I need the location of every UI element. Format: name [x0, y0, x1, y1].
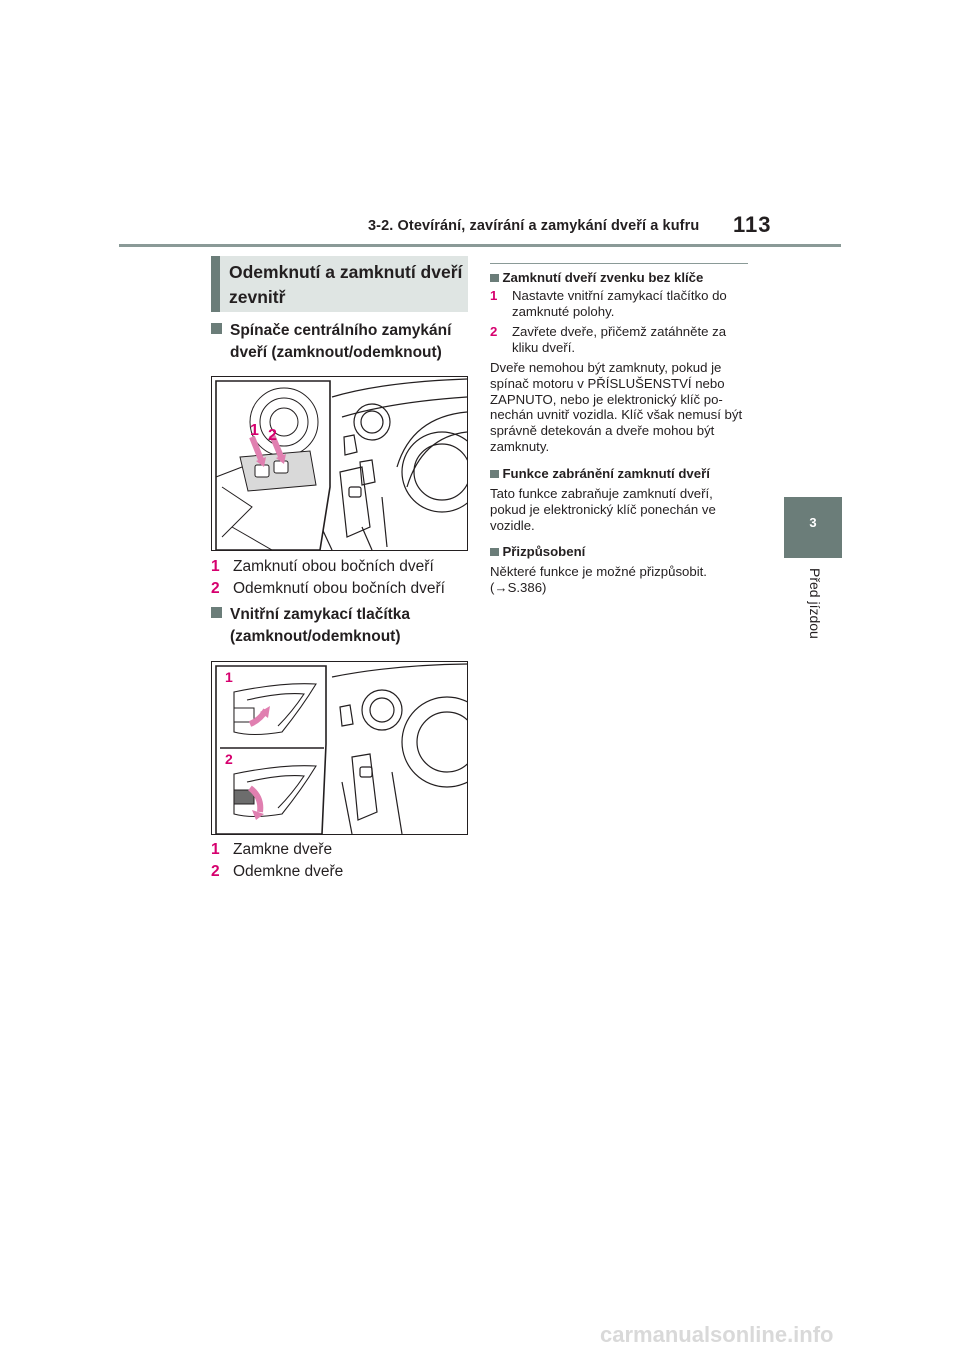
item-number: 2 [211, 580, 220, 597]
central-lock-heading-line1: Spínače centrálního zamykání [230, 322, 452, 339]
custom-heading [490, 543, 585, 560]
figure-callout-1: 1 [250, 422, 259, 439]
step-text: Zavřete dveře, přičemž zatáhněte za kliku dveří. [512, 324, 727, 355]
list-item [211, 579, 445, 599]
item-text: Odemknutí obou bočních dveří [233, 580, 445, 597]
header-divider [119, 244, 841, 247]
prevention-text: Tato funkce zabraňuje zamknutí dveří, pokud je elektronický klíč ponechán ve vozidle. [490, 486, 716, 533]
central-lock-illustration [212, 377, 467, 550]
item-number: 1 [211, 558, 220, 575]
square-bullet-icon [211, 607, 222, 618]
inside-buttons-illustration [212, 662, 467, 834]
chapter-number: 3 [809, 515, 817, 530]
item-text: Zamknutí obou bočních dveří [233, 558, 434, 575]
step-number: 1 [490, 288, 498, 303]
square-bullet-icon [490, 274, 499, 283]
central-lock-heading-line2: dveří (zamknout/odemknout) [230, 344, 442, 361]
chapter-label-box [773, 568, 853, 648]
section-title-line2: zevnitř [229, 287, 286, 307]
watermark: carmanualsonline.info [600, 1322, 834, 1347]
figure2-callout-1: 1 [225, 669, 233, 685]
central-lock-heading [211, 320, 451, 364]
inside-buttons-figure [211, 661, 468, 835]
prevention-heading-text: Funkce zabránění zamknutí dveří [502, 466, 710, 481]
custom-heading-text: Přizpůsobení [502, 544, 586, 559]
keyless-step [490, 288, 748, 319]
figure2-callout-2: 2 [225, 751, 233, 767]
central-lock-figure [211, 376, 468, 551]
custom-text-body: Některé funkce je možné přizpůsobit. [490, 564, 707, 579]
list-item [211, 862, 343, 882]
item-text: Zamkne dveře [233, 841, 333, 858]
prevention-heading [490, 465, 710, 482]
inside-buttons-heading [211, 604, 410, 648]
figure-callout-2: 2 [268, 427, 277, 444]
page-reference-link[interactable]: (→S.386) [490, 579, 547, 595]
item-number: 2 [211, 863, 220, 880]
chapter-label: Před jízdou [807, 568, 823, 639]
right-column-rule [490, 263, 748, 264]
page-number: 113 [733, 212, 772, 237]
square-bullet-icon [490, 548, 499, 557]
inside-buttons-heading-line1: Vnitřní zamykací tlačítka [230, 606, 411, 623]
section-title-line1: Odemknutí a zamknutí dveří [229, 262, 463, 282]
list-item [211, 557, 434, 577]
step-text: Nastavte vnitřní zamykací tlačítko do zamknuté polohy. [512, 288, 727, 319]
section-header: 3-2. Otevírání, zavírání a zamykání dveří a kufru [368, 218, 700, 234]
item-number: 1 [211, 841, 220, 858]
custom-text [490, 564, 748, 596]
keyless-step [490, 324, 748, 355]
square-bullet-icon [490, 470, 499, 479]
chapter-tab [784, 497, 842, 558]
list-item [211, 840, 332, 860]
keyless-note: Dveře nemohou být zamknuty, pokud je spínač motoru v PŘÍSLUŠENSTVÍ nebo ZAPNUTO, nebo je elektronický klíč po- nechán uvnitř vozidla. Klíč však nemusí být správně detekován a dveře mohou být zamknuty. [490, 360, 743, 454]
section-title-box [211, 256, 468, 312]
keyless-heading [490, 269, 703, 286]
keyless-heading-text: Zamknutí dveří zvenku bez klíče [502, 270, 704, 285]
inside-buttons-heading-line2: (zamknout/odemknout) [230, 628, 401, 645]
square-bullet-icon [211, 323, 222, 334]
item-text: Odemkne dveře [233, 863, 344, 880]
step-number: 2 [490, 324, 498, 339]
